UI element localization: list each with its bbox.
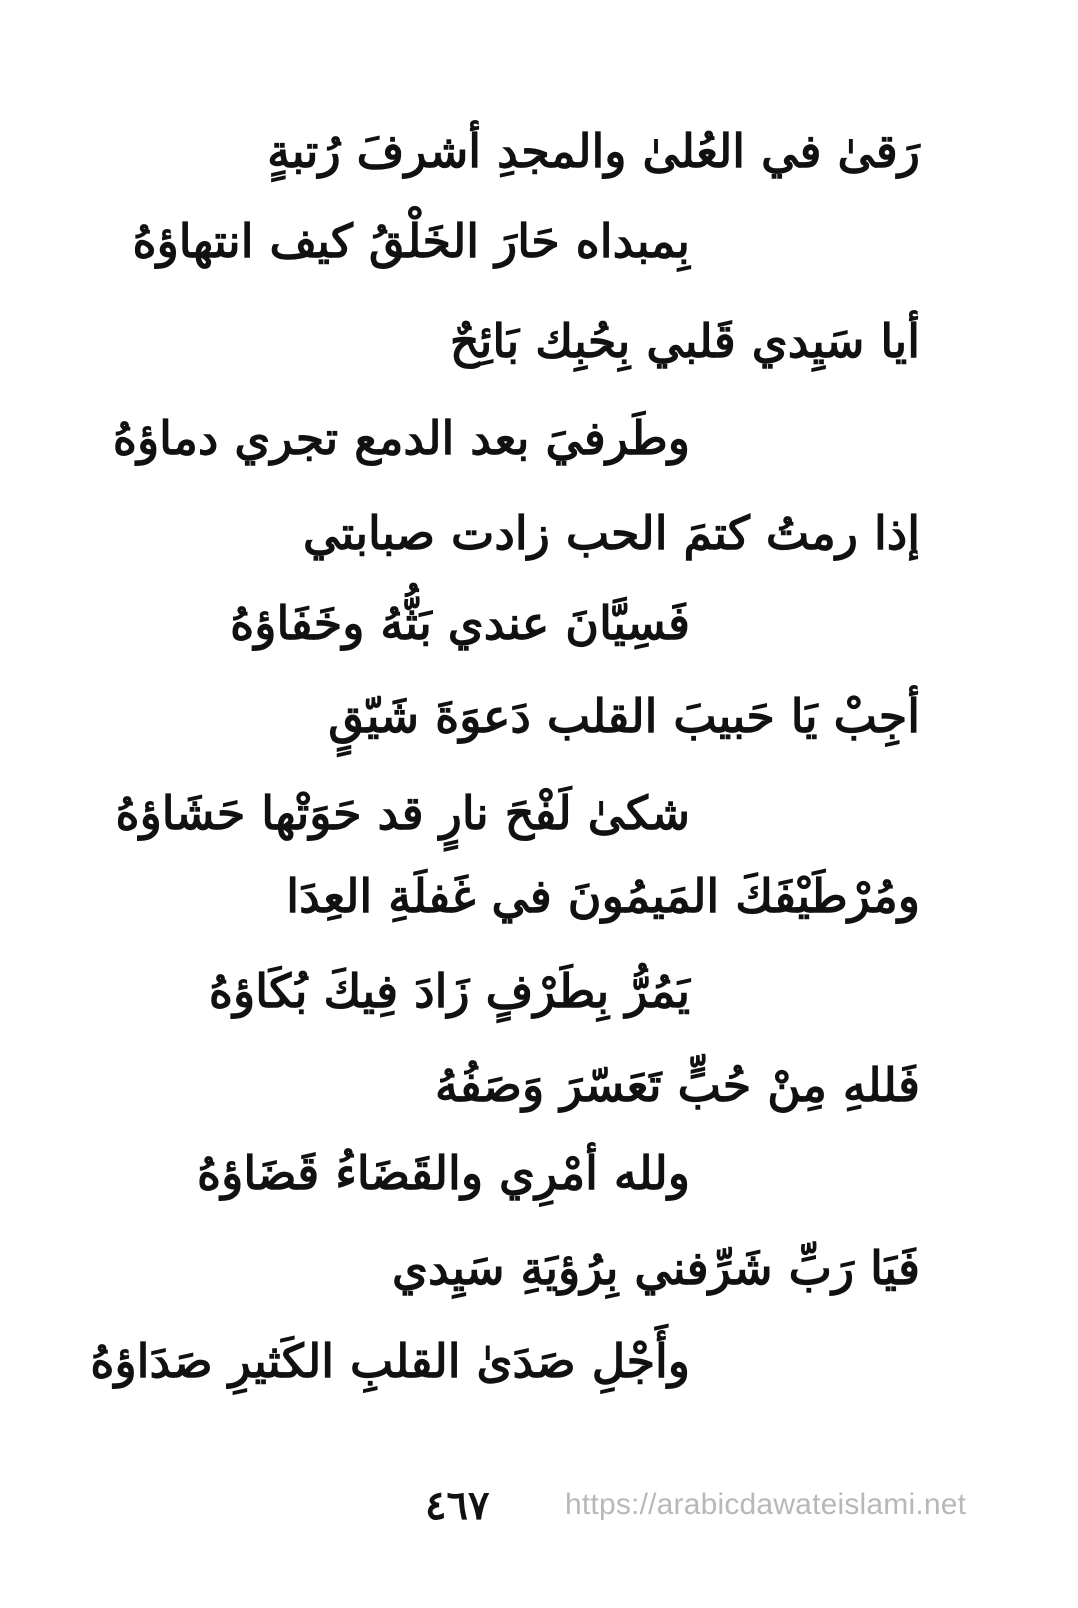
- page-number: ٤٦٧: [425, 1482, 490, 1529]
- verse-line: وأَجْلِ صَدَىٰ القلبِ الكَثيرِ صَدَاؤهُ: [90, 1334, 690, 1388]
- page-footer: [0, 1470, 1078, 1550]
- verse-line: أجِبْ يَا حَبيبَ القلب دَعوَةَ شَيّقٍ: [328, 689, 920, 743]
- verse-line: وطَرفيَ بعد الدمع تجري دماؤهُ: [112, 411, 690, 465]
- watermark-url: https://arabicdawateislami.net: [565, 1488, 967, 1521]
- verse-line: ولله أمْرِي والقَضَاءُ قَضَاؤهُ: [197, 1146, 690, 1200]
- verse-line: يَمُرُّ بِطَرْفٍ زَادَ فِيكَ بُكَاؤهُ: [208, 964, 690, 1018]
- verse-line: شكىٰ لَفْحَ نارٍ قد حَوَتْها حَشَاؤهُ: [115, 786, 690, 840]
- verse-line: بِمبداه حَارَ الخَلْقُ كيف انتهاؤهُ: [132, 214, 690, 268]
- verse-line: إذا رمتُ كتمَ الحب زادت صبابتي: [303, 506, 920, 560]
- verse-line: رَقىٰ في العُلىٰ والمجدِ أشرفَ رُتبةٍ: [267, 124, 920, 178]
- verse-line: فَيَا رَبِّ شَرِّفني بِرُؤيَةِ سَيِدي: [391, 1241, 920, 1295]
- verse-line: فَسِيَّانَ عندي بَثُّهُ وخَفَاؤهُ: [230, 596, 690, 650]
- verse-line: فَللهِ مِنْ حُبٍّ تَعَسّرَ وَصَفُهُ: [434, 1058, 920, 1112]
- verse-line: أيا سَيِدي قَلبي بِحُبِك بَائِحٌ: [449, 314, 920, 368]
- verse-line: ومُرْطَيْفَكَ المَيمُونَ في غَفلَةِ العِدَا: [286, 869, 920, 923]
